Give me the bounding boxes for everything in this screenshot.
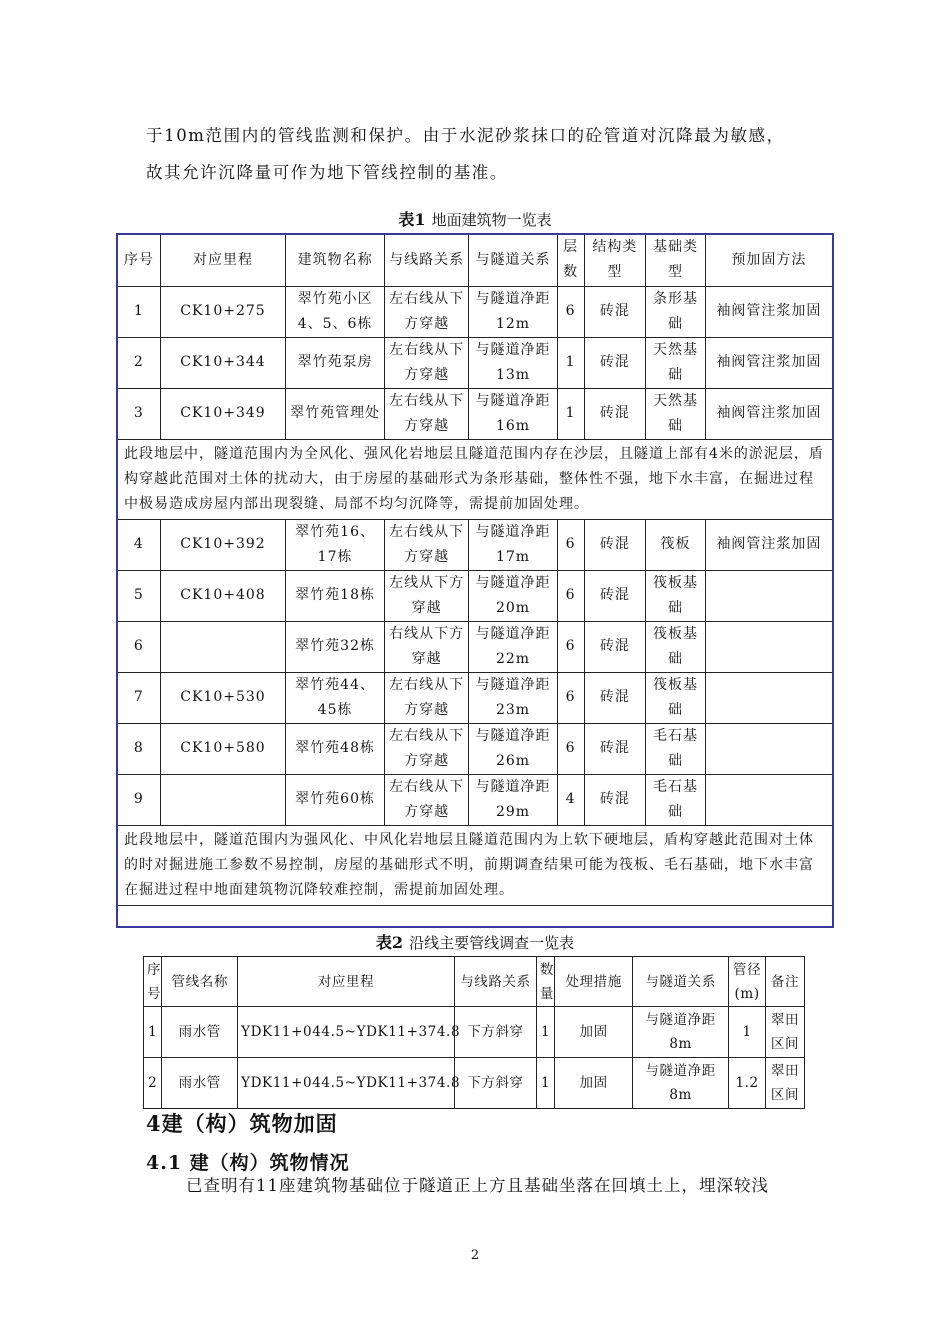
table-cell: 与隧道净距16m [469,388,557,439]
table-cell: 筏板基础 [646,621,706,672]
table-cell: 砖混 [584,774,646,825]
table-cell [705,723,833,774]
buildings-table-body [117,234,833,927]
table-cell: 与隧道净距20m [469,570,557,621]
table-row [117,286,833,337]
table-row [117,519,833,570]
table-cell: 6 [557,570,584,621]
intro-line-1: 于10m范围内的管线监测和保护。由于水泥砂浆抹口的砼管道对沉降最为敏感， [146,126,785,145]
table-cell: 翠竹苑18栋 [286,570,385,621]
table-cell: 左右线从下方穿越 [384,774,468,825]
table-cell: 6 [557,621,584,672]
table1-label: 表1 [398,210,426,229]
table-cell: 6 [117,621,160,672]
table-cell: 3 [117,388,160,439]
table-cell: 1.2 [729,1058,766,1109]
header-cell: 序号 [117,234,160,286]
table-cell: 8 [117,723,160,774]
header-cell: 对应里程 [238,957,455,1007]
table-cell: 加固 [555,1058,633,1109]
header-cell: 处理措施 [555,957,633,1007]
table-cell: 1 [144,1007,162,1058]
table-cell [705,621,833,672]
table-cell: 4 [557,774,584,825]
table-row [117,570,833,621]
table-empty-cell [117,905,833,927]
table-cell: 左右线从下方穿越 [384,723,468,774]
table-note-row [117,439,833,519]
table-cell: 4 [117,519,160,570]
table-cell: CK10+344 [160,337,286,388]
table-cell: CK10+580 [160,723,286,774]
table-cell: 与隧道净距29m [469,774,557,825]
table-cell: YDK11+044.5~YDK11+374.8 [238,1058,455,1109]
header-cell: 基础类型 [646,234,706,286]
table-cell: 翠田区间 [766,1007,805,1058]
header-cell: 对应里程 [160,234,286,286]
table-cell [705,570,833,621]
table-cell: 筏板 [646,519,706,570]
table-cell: 袖阀管注浆加固 [705,337,833,388]
table-cell: 天然基础 [646,337,706,388]
table-cell [705,672,833,723]
table-cell: 翠竹苑48栋 [286,723,385,774]
table-cell: 雨水管 [162,1058,238,1109]
table-cell: 加固 [555,1007,633,1058]
table-cell: 筏板基础 [646,570,706,621]
table2-title: 沿线主要管线调查一览表 [409,934,575,952]
section-heading: 4建（构）筑物加固 [146,1111,338,1136]
table-cell: 翠竹苑管理处 [286,388,385,439]
table-row [144,1058,805,1109]
table-cell: 毛石基础 [646,723,706,774]
table-cell: 袖阀管注浆加固 [705,286,833,337]
table-cell: CK10+275 [160,286,286,337]
table-cell: 1 [536,1058,554,1109]
table-cell: 翠竹苑32栋 [286,621,385,672]
table-cell: 2 [117,337,160,388]
table-cell: 砖混 [584,621,646,672]
table-cell: 与隧道净距12m [469,286,557,337]
table-empty-row [117,905,833,927]
header-cell: 管径(m) [729,957,766,1007]
table-cell: 袖阀管注浆加固 [705,388,833,439]
header-cell: 与线路关系 [455,957,537,1007]
table-cell: 左线从下方穿越 [384,570,468,621]
table-cell: 与隧道净距22m [469,621,557,672]
table-cell [160,774,286,825]
table-cell: 翠田区间 [766,1058,805,1109]
table-note: 此段地层中，隧道范围内为强风化、中风化岩地层且隧道范围内为上软下硬地层，盾构穿越此范围对土体的时对掘进施工参数不易控制，房屋的基础形式不明，前期调查结果可能为筏板、毛石基础，地下水丰富在掘进过程中地面建筑物沉降较难控制，需提前加固处理。 [117,825,833,905]
table-cell: 与隧道净距23m [469,672,557,723]
table-cell: CK10+349 [160,388,286,439]
pipelines-table-body [144,957,805,1109]
table-cell: 1 [536,1007,554,1058]
table-note-row [117,825,833,905]
page-number: 2 [470,1248,480,1263]
table-cell: 袖阀管注浆加固 [705,519,833,570]
table2-caption [0,930,950,953]
table-cell: 与隧道净距13m [469,337,557,388]
table-cell: 与隧道净距26m [469,723,557,774]
header-cell: 与隧道关系 [469,234,557,286]
table-cell: 下方斜穿 [455,1007,537,1058]
header-cell: 序号 [144,957,162,1007]
table-cell: 左右线从下方穿越 [384,519,468,570]
table-cell: 与隧道净距8m [633,1007,729,1058]
header-cell: 预加固方法 [705,234,833,286]
header-cell: 结构类型 [584,234,646,286]
table-cell: 5 [117,570,160,621]
table-cell: 筏板基础 [646,672,706,723]
table-cell: 左右线从下方穿越 [384,337,468,388]
table-cell: 7 [117,672,160,723]
header-cell: 与隧道关系 [633,957,729,1007]
table-cell: CK10+408 [160,570,286,621]
table-cell: 砖混 [584,672,646,723]
table-cell: 砖混 [584,286,646,337]
table-header-row [144,957,805,1007]
table-cell [705,774,833,825]
table-row [117,774,833,825]
table2-label: 表2 [375,933,404,952]
table-cell: 毛石基础 [646,774,706,825]
table-cell: 砖混 [584,388,646,439]
intro-line-2: 故其允许沉降量可作为地下管线控制的基准。 [146,163,508,182]
table-cell: 6 [557,723,584,774]
table-cell: 左右线从下方穿越 [384,388,468,439]
table-cell: 2 [144,1058,162,1109]
header-cell: 备注 [766,957,805,1007]
table-cell: 1 [729,1007,766,1058]
table-cell: 条形基础 [646,286,706,337]
table1-title: 地面建筑物一览表 [431,211,552,229]
table-cell: 砖混 [584,337,646,388]
table-cell: YDK11+044.5~YDK11+374.8 [238,1007,455,1058]
table-cell: 左右线从下方穿越 [384,672,468,723]
table-cell: 砖混 [584,519,646,570]
table-cell: 砖混 [584,723,646,774]
table-note: 此段地层中，隧道范围内为全风化、强风化岩地层且隧道范围内存在沙层，且隧道上部有4米的淤泥层，盾构穿越此范围对土体的扰动大，由于房屋的基础形式为条形基础，整体性不强，地下水丰富，在掘进过程中极易造成房屋内部出现裂缝、局部不均匀沉降等，需提前加固处理。 [117,439,833,519]
table-row [117,672,833,723]
table-row [117,723,833,774]
table1-caption [0,207,950,230]
table-cell: CK10+530 [160,672,286,723]
table-cell: 翠竹苑小区4、5、6栋 [286,286,385,337]
table-cell: 1 [557,337,584,388]
table-cell: 翠竹苑60栋 [286,774,385,825]
table-cell: 9 [117,774,160,825]
section-body: 已查明有11座建筑物基础位于隧道正上方且基础坐落在回填土上，埋深较浅 [186,1176,769,1195]
table-cell: 砖混 [584,570,646,621]
table-cell: 与隧道净距17m [469,519,557,570]
table-cell: 6 [557,672,584,723]
table-cell: CK10+392 [160,519,286,570]
table-cell [160,621,286,672]
table-cell: 翠竹苑44、45栋 [286,672,385,723]
header-cell: 层数 [557,234,584,286]
header-cell: 与线路关系 [384,234,468,286]
pipelines-table [143,956,805,1109]
table-cell: 下方斜穿 [455,1058,537,1109]
subsection-heading: 4.1 建（构）筑物情况 [146,1152,350,1174]
header-cell: 管线名称 [162,957,238,1007]
table-cell: 雨水管 [162,1007,238,1058]
header-cell: 建筑物名称 [286,234,385,286]
table-cell: 翠竹苑16、17栋 [286,519,385,570]
table-cell: 1 [557,388,584,439]
table-cell: 左右线从下方穿越 [384,286,468,337]
table-row [117,337,833,388]
table-cell: 右线从下方穿越 [384,621,468,672]
table-cell: 天然基础 [646,388,706,439]
table-cell: 与隧道净距8m [633,1058,729,1109]
table-cell: 翠竹苑泵房 [286,337,385,388]
table-row [144,1007,805,1058]
header-cell: 数量 [536,957,554,1007]
table-header-row [117,234,833,286]
table-cell: 6 [557,519,584,570]
table-row [117,388,833,439]
table-cell: 1 [117,286,160,337]
table-row [117,621,833,672]
buildings-table [116,233,834,928]
table-cell: 6 [557,286,584,337]
